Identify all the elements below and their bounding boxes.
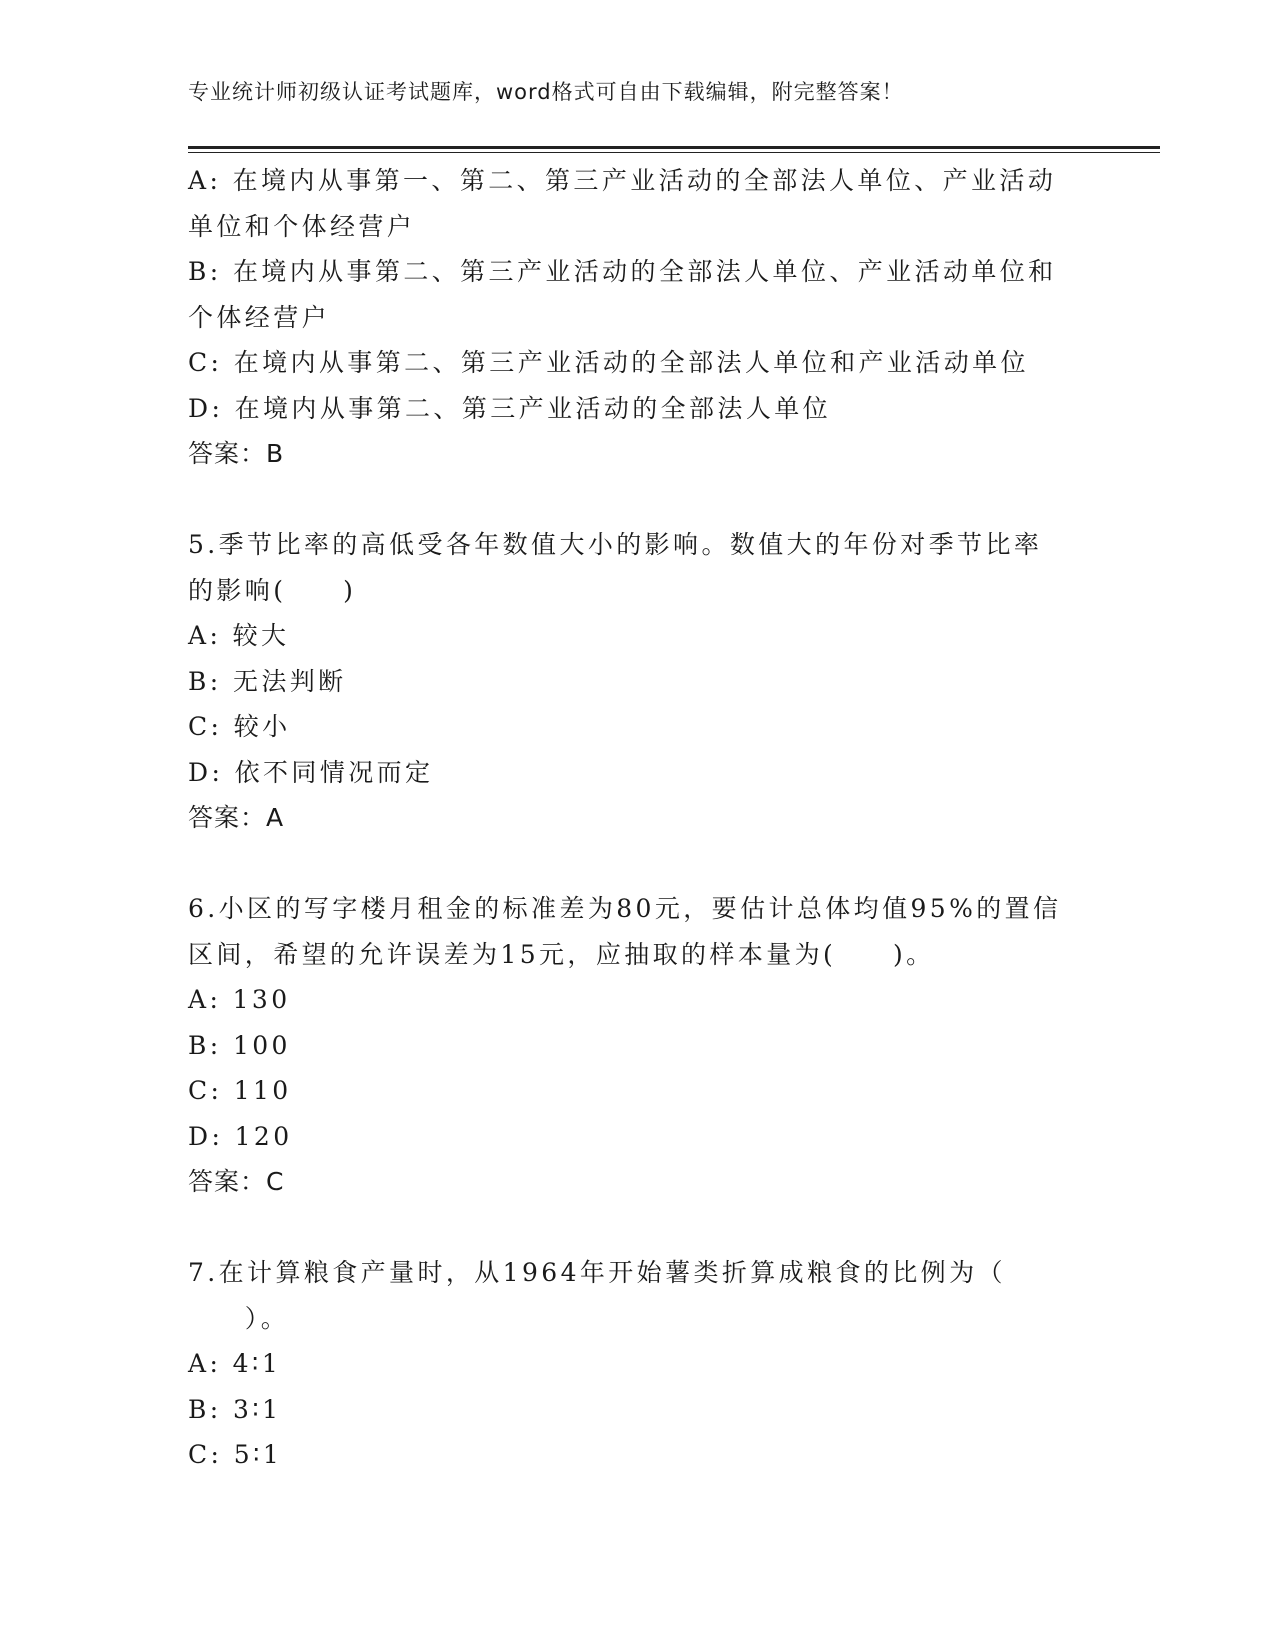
q7-stem-line-1: 7.在计算粮食产量时，从1964年开始薯类折算成粮食的比例为（: [188, 1258, 1006, 1287]
header-rule-thick: [188, 146, 1160, 149]
q5-stem-line-2: 的影响( ): [188, 575, 357, 605]
q4-option-c: C: 在境内从事第二、第三产业活动的全部法人单位和产业活动单位: [188, 348, 1029, 377]
q7-stem-line-2: ）。: [188, 1303, 290, 1333]
q4-option-a-line-1: A: 在境内从事第一、第二、第三产业活动的全部法人单位、产业活动: [188, 166, 1057, 195]
q6-stem-line-2: 区间，希望的允许误差为15元，应抽取的样本量为( )。: [188, 939, 935, 969]
question-4: [188, 158, 1088, 477]
q5-option-c: C: 较小: [188, 712, 291, 741]
question-list: [188, 158, 1088, 1478]
q5-option-d: D: 依不同情况而定: [188, 757, 434, 787]
question-6: [188, 886, 1088, 1205]
q7-option-c: C: 5∶1: [188, 1440, 283, 1469]
q6-option-a: A: 130: [188, 985, 291, 1014]
q7-option-a: A: 4∶1: [188, 1349, 282, 1378]
q6-option-c: C: 110: [188, 1076, 292, 1105]
spacer: [188, 477, 1088, 523]
q5-answer: 答案：A: [188, 803, 285, 832]
q7-option-b: B: 3∶1: [188, 1394, 282, 1424]
q6-option-d: D: 120: [188, 1121, 293, 1151]
spacer: [188, 841, 1088, 887]
q5-stem-line-1: 5.季节比率的高低受各年数值大小的影响。数值大的年份对季节比率: [188, 530, 1043, 559]
q5-option-a: A: 较大: [188, 621, 290, 650]
q4-option-a-line-2: 单位和个体经营户: [188, 211, 416, 241]
q4-option-b-line-1: B: 在境内从事第二、第三产业活动的全部法人单位、产业活动单位和: [188, 257, 1057, 286]
document-header: 专业统计师初级认证考试题库，word格式可自由下载编辑，附完整答案！: [188, 80, 904, 104]
q6-option-b: B: 100: [188, 1030, 291, 1060]
q6-answer: 答案：C: [188, 1167, 285, 1196]
q4-answer: 答案：B: [188, 439, 285, 468]
q5-option-b: B: 无法判断: [188, 666, 347, 696]
question-7: [188, 1250, 1088, 1478]
header-rule-thin: [188, 152, 1160, 153]
q6-stem-line-1: 6.小区的写字楼月租金的标准差为80元，要估计总体均值95%的置信: [188, 894, 1062, 923]
q4-option-b-line-2: 个体经营户: [188, 302, 331, 332]
question-5: [188, 522, 1088, 841]
q4-option-d: D: 在境内从事第二、第三产业活动的全部法人单位: [188, 393, 832, 423]
spacer: [188, 1205, 1088, 1251]
